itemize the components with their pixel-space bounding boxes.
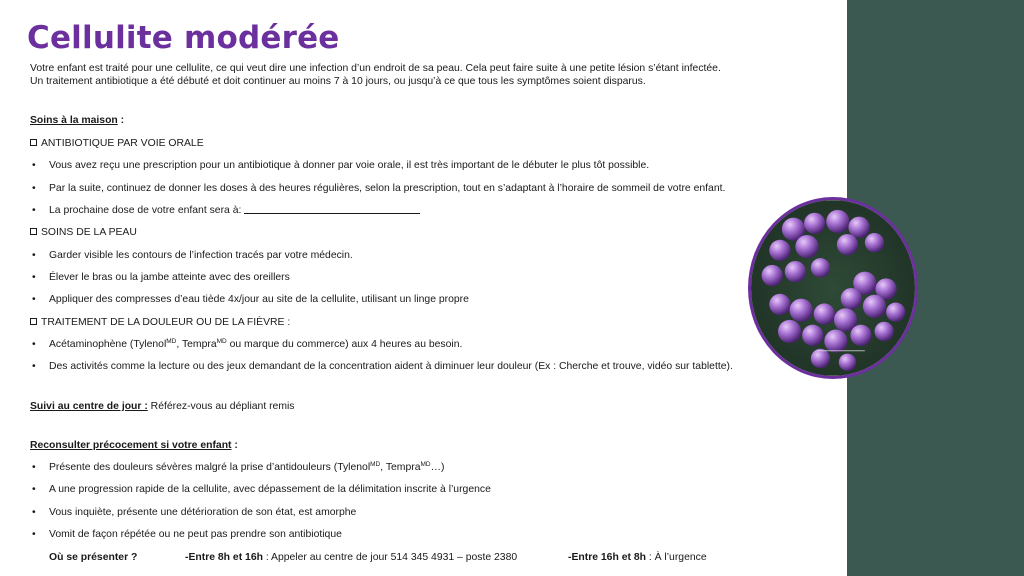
reconsult-heading [30, 439, 238, 452]
home-care-heading [30, 114, 124, 127]
pain-section-label [30, 316, 290, 329]
list-item-text: Garder visible les contours de l’infection tracés par votre médecin. [49, 250, 353, 261]
bullet-icon: • [32, 462, 36, 473]
bullet-icon: • [32, 507, 36, 518]
text-part: Acétaminophène (Tylenol [49, 339, 167, 350]
text-part: Présente des douleurs sévères malgré la prise d’antidouleurs (Tylenol [49, 462, 371, 473]
bullet-icon: • [32, 529, 36, 540]
footer-night [568, 552, 707, 563]
antibiotic-section-label [30, 137, 204, 150]
page-title: Cellulite modérée [27, 20, 340, 56]
superscript: MD [166, 338, 177, 345]
footer-day [185, 552, 517, 563]
text-part: ou marque du commerce) aux 4 heures au besoin. [226, 339, 463, 350]
bullet-icon: • [32, 294, 36, 305]
list-item-text: Élever le bras ou la jambe atteinte avec des oreillers [49, 272, 290, 283]
footer-day-label: -Entre 8h et 16h [185, 552, 263, 563]
list-item-text: Des activités comme la lecture ou des jeux demandant de la concentration aident à diminuer leur douleur (Ex : Cherche et trouve, vidéo sur tablette). [49, 361, 733, 372]
pain-label: TRAITEMENT DE LA DOULEUR OU DE LA FIÈVRE : [41, 317, 291, 328]
footer-day-text: : Appeler au centre de jour 514 345 4931 – poste 2380 [262, 552, 518, 563]
list-item-text: A une progression rapide de la cellulite, avec dépassement de la délimitation inscrite à l’urgence [49, 484, 491, 495]
bullet-icon: • [32, 205, 36, 216]
footer-where: Où se présenter ? [49, 552, 138, 563]
list-item-text: Appliquer des compresses d’eau tiède 4x/jour au site de la cellulite, utilisant un linge propre [49, 294, 469, 305]
followup-line [30, 400, 295, 413]
list-item-text: Vous avez reçu une prescription pour un antibiotique à donner par voie orale, il est très important de le débuter le plus tôt possible. [49, 160, 650, 171]
list-item-text: Vous inquiète, présente une détérioration de son état, est amorphe [49, 507, 357, 518]
followup-label: Suivi au centre de jour : [30, 401, 148, 412]
list-item-text: Par la suite, continuez de donner les doses à des heures régulières, selon la prescription, tout en s’adaptant à l’horaire de sommeil de votre enfant. [49, 183, 726, 194]
footer-night-label: -Entre 16h et 8h [568, 552, 646, 563]
reconsult-heading-colon: : [231, 440, 238, 451]
text-part: , Tempra [380, 462, 421, 473]
intro-line-1: Votre enfant est traité pour une cellulite, ce qui veut dire une infection d’un endroit de sa peau. Cela peut faire suite à une petite lésion s’étant infectée. [30, 63, 721, 74]
list-item-text: La prochaine dose de votre enfant sera à: [49, 205, 242, 216]
text-part: …) [430, 462, 445, 473]
checkbox-icon [30, 139, 37, 146]
bullet-icon: • [32, 484, 36, 495]
bacteria-photo [748, 197, 918, 379]
bullet-icon: • [32, 160, 36, 171]
list-item-text [49, 461, 444, 474]
followup-text: Référez-vous au dépliant remis [147, 401, 295, 412]
superscript: MD [370, 461, 381, 468]
bullet-icon: • [32, 272, 36, 283]
bacteria-illustration-icon [751, 200, 915, 376]
next-dose-line [49, 204, 420, 217]
intro-line-2: Un traitement antibiotique a été débuté et doit continuer au moins 7 à 10 jours, ou jusqu’à ce que tous les symptômes soient disparus. [30, 76, 646, 87]
superscript: MD [420, 461, 431, 468]
bullet-icon: • [32, 183, 36, 194]
list-item-text: Vomit de façon répétée ou ne peut pas prendre son antibiotique [49, 529, 342, 540]
skin-section-label [30, 226, 137, 239]
bullet-icon: • [32, 250, 36, 261]
bullet-icon: • [32, 361, 36, 372]
home-care-heading-colon: : [117, 115, 125, 126]
antibiotic-label: ANTIBIOTIQUE PAR VOIE ORALE [41, 138, 204, 149]
list-item-text [49, 338, 462, 351]
text-part: , Tempra [176, 339, 217, 350]
home-care-heading-text: Soins à la maison [30, 115, 118, 126]
skin-label: SOINS DE LA PEAU [41, 227, 137, 238]
reconsult-heading-text: Reconsulter précocement si votre enfant [30, 440, 232, 451]
footer-night-text: : À l’urgence [645, 552, 707, 563]
bullet-icon: • [32, 339, 36, 350]
superscript: MD [216, 338, 227, 345]
checkbox-icon [30, 318, 37, 325]
next-dose-blank [244, 205, 420, 214]
checkbox-icon [30, 228, 37, 235]
